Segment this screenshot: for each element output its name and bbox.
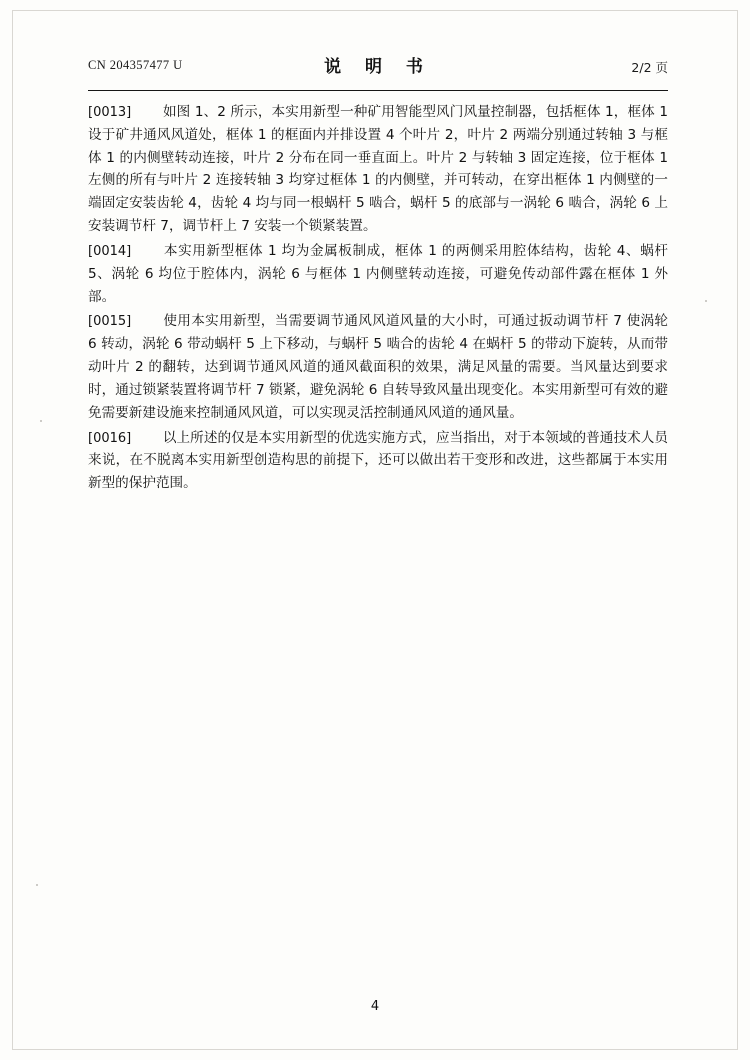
paragraph-tag: [0013] (88, 105, 132, 120)
paragraph-text: 以上所述的仅是本实用新型的优选实施方式，应当指出，对于本领域的普通技术人员来说，在不脱离本实用新型创造构思的前提下，还可以做出若干变形和改进，这些都属于本实用新型的保护范围。 (88, 429, 668, 492)
paragraph-tag: [0015] (88, 314, 132, 330)
paragraph-0013 (88, 101, 668, 238)
page-title: 说 明 书 (324, 57, 432, 77)
paragraph-0015 (88, 310, 668, 424)
scan-speck (40, 420, 42, 422)
paragraph-tag: [0014] (88, 243, 132, 259)
scan-speck (705, 300, 707, 302)
scan-speck (36, 884, 38, 886)
page-number: 4 (370, 999, 380, 1014)
header-divider (88, 90, 668, 91)
paragraph-0016 (88, 427, 668, 495)
patent-number: CN 204357477 U (88, 58, 183, 72)
paragraph-text: 如图 1、2 所示，本实用新型一种矿用智能型风门风量控制器，包括框体 1，框体 1 设于矿井通风风道处，框体 1 的框面内并排设置 4 个叶片 2，叶片 2 两端分别通过转轴 3 与框体 1 的内侧壁转动连接，叶片 2 分布在同一垂直面上。叶片 2 与转轴 3 固定连接，位于框体 1 左侧的所有与叶片 2 连接转轴 3 均穿过框体 1 的内侧壁，并可转动，在穿出框体 1 内侧壁的一端固定安装齿轮 4，齿轮 4 均与同一根蜗杆 5 啮合，蜗杆 5 的底部与一涡轮 6 啮合，涡轮 6 上安装调节杆 7，调节杆上 7 安装一个锁紧装置。 (88, 104, 668, 235)
paragraph-text: 本实用新型框体 1 均为金属板制成，框体 1 的两侧采用腔体结构，齿轮 4、蜗杆 5、涡轮 6 均位于腔体内，涡轮 6 与框体 1 内侧壁转动连接，可避免传动部件露在框体 1 外部。 (88, 242, 668, 305)
page-count-label: 2/2 页 (631, 60, 668, 75)
page-content (88, 52, 668, 497)
paragraph-0014 (88, 240, 668, 308)
paragraph-tag: [0016] (88, 430, 132, 446)
page-header (88, 52, 668, 86)
paragraph-text: 使用本实用新型，当需要调节通风风道风量的大小时，可通过扳动调节杆 7 使涡轮 6 转动，涡轮 6 带动蜗杆 5 上下移动，与蜗杆 5 啮合的齿轮 4 在蜗杆 5 的带动下旋转，从而带动叶片 2 的翻转，达到调节通风风道的通风截面积的效果，满足风量的需要。当风量达到要求时，通过锁紧装置将调节杆 7 锁紧，避免涡轮 6 自转导致风量出现变化。本实用新型可有效的避免需要新建设施来控制通风风道，可以实现灵活控制通风风道的通风量。 (88, 313, 668, 421)
